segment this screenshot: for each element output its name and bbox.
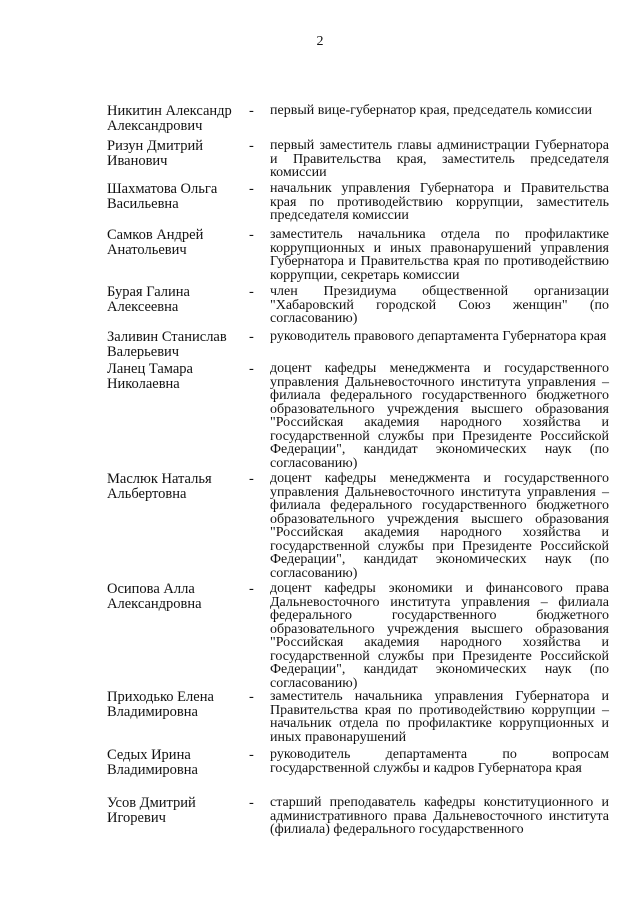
member-role: руководитель департамента по вопросам государственной службы и кадров Губернатора края: [270, 747, 609, 776]
dash-separator: -: [249, 689, 254, 705]
member-name: Ланец Тамара Николаевна: [107, 361, 193, 392]
dash-separator: -: [249, 181, 254, 197]
member-name: Маслюк Наталья Альбертовна: [107, 471, 212, 502]
member-name: Самков Андрей Анатольевич: [107, 227, 204, 258]
member-role: заместитель начальника отдела по профилактике коррупционных и иных правонарушений управления Губернатора и Правительства края по противодействию коррупции, секретарь комиссии: [270, 227, 609, 283]
page-number: 2: [316, 34, 324, 49]
dash-separator: -: [249, 138, 254, 154]
member-name: Ризун Дмитрий Иванович: [107, 138, 203, 169]
member-role: первый заместитель главы администрации Губернатора и Правительства края, заместитель председателя комиссии: [270, 138, 609, 180]
member-role: старший преподаватель кафедры конституционного и административного права Дальневосточного института (филиала) федерального государственного: [270, 795, 609, 837]
member-name: Никитин Александр Александрович: [107, 103, 232, 134]
member-role: доцент кафедры менеджмента и государственного управления Дальневосточного института управления – филиала федерального государственного бюджетного образовательного учреждения высшего образования "Российская академия народного хозяйства и государственной службы при Президенте Российской Федерации", кандидат экономических наук (по согласованию): [270, 361, 609, 471]
member-name: Заливин Станислав Валерьевич: [107, 329, 227, 360]
member-role: руководитель правового департамента Губернатора края: [270, 329, 607, 344]
member-role: член Президиума общественной организации "Хабаровский городской Союз женщин" (по согласованию): [270, 284, 609, 326]
dash-separator: -: [249, 284, 254, 300]
dash-separator: -: [249, 103, 254, 119]
member-name: Шахматова Ольга Васильевна: [107, 181, 218, 212]
member-role: заместитель начальника управления Губернатора и Правительства края по противодействию коррупции – начальник отдела по профилактике коррупционных и иных правонарушений: [270, 689, 609, 745]
member-role: начальник управления Губернатора и Правительства края по противодействию коррупции, заместитель председателя комиссии: [270, 181, 609, 223]
member-name: Осипова Алла Александровна: [107, 581, 202, 612]
member-role: доцент кафедры экономики и финансового права Дальневосточного института управления – филиала федерального государственного бюджетного образовательного учреждения высшего образования "Российская академия народного хозяйства и государственной службы при Президенте Российской Федерации", кандидат экономических наук (по согласованию): [270, 581, 609, 691]
dash-separator: -: [249, 329, 254, 345]
member-name: Седых Ирина Владимировна: [107, 747, 198, 778]
dash-separator: -: [249, 361, 254, 377]
dash-separator: -: [249, 581, 254, 597]
member-role: первый вице-губернатор края, председатель комиссии: [270, 103, 592, 118]
member-role: доцент кафедры менеджмента и государственного управления Дальневосточного института управления – филиала федерального государственного бюджетного образовательного учреждения высшего образования "Российская академия народного хозяйства и государственной службы при Президенте Российской Федерации", кандидат экономических наук (по согласованию): [270, 471, 609, 581]
dash-separator: -: [249, 227, 254, 243]
dash-separator: -: [249, 471, 254, 487]
member-name: Усов Дмитрий Игоревич: [107, 795, 196, 826]
dash-separator: -: [249, 747, 254, 763]
dash-separator: -: [249, 795, 254, 811]
member-name: Приходько Елена Владимировна: [107, 689, 214, 720]
member-name: Бурая Галина Алексеевна: [107, 284, 190, 315]
